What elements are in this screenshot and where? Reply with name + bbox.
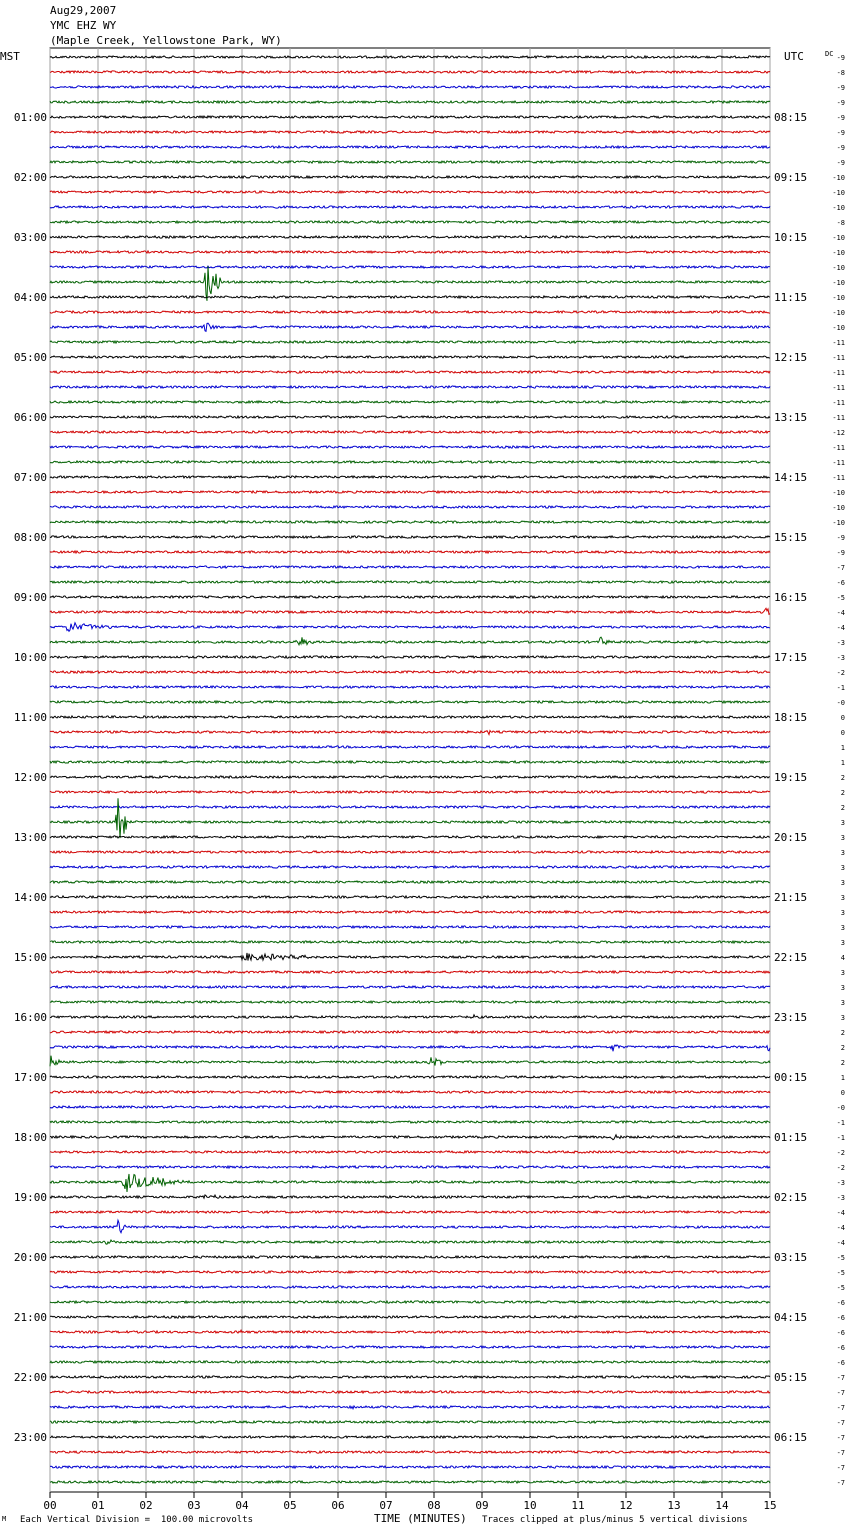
utc-hour-label: 08:15 [774, 111, 808, 124]
trace-row-3 [50, 101, 770, 103]
trace-row-1 [50, 71, 770, 73]
trace-row-21 [50, 371, 770, 373]
x-tick-label: 13 [667, 1499, 681, 1512]
dc-offset-label: 1 [840, 1074, 845, 1082]
dc-offset-label: -10 [832, 204, 845, 212]
trace-row-74 [50, 1166, 770, 1168]
footer-mark: M [2, 1515, 7, 1523]
trace-row-6 [50, 146, 770, 148]
trace-row-54 [50, 866, 770, 868]
trace-row-34 [50, 566, 770, 568]
dc-offset-label: -4 [836, 609, 845, 617]
dc-offset-label: 1 [840, 759, 845, 767]
trace-row-47 [50, 761, 770, 763]
trace-row-24 [50, 416, 770, 418]
dc-offset-label: -0 [836, 1104, 845, 1112]
trace-row-20 [50, 356, 770, 358]
dc-offset-label: -9 [836, 99, 845, 107]
utc-hour-label: 09:15 [774, 171, 808, 184]
dc-offset-label: 0 [840, 729, 845, 737]
x-tick-label: 02 [139, 1499, 153, 1512]
utc-axis-label: UTC [784, 50, 804, 63]
trace-row-45 [50, 731, 770, 735]
trace-row-59 [50, 941, 770, 943]
trace-row-11 [50, 221, 770, 223]
dc-offset-label: 2 [840, 1029, 845, 1037]
x-axis-label: TIME (MINUTES) [374, 1512, 467, 1525]
trace-row-46 [50, 746, 770, 748]
dc-offset-label: -5 [836, 1284, 845, 1292]
trace-row-39 [50, 637, 770, 645]
mst-hour-label: 13:00 [13, 831, 47, 844]
trace-row-79 [50, 1240, 770, 1244]
dc-offset-label: -11 [832, 339, 845, 347]
dc-offset-label: 3 [840, 894, 845, 902]
dc-offset-label: -9 [836, 159, 845, 167]
dc-offset-label: -7 [836, 1479, 845, 1487]
dc-offset-label: -6 [836, 579, 845, 587]
dc-offset-label: -0 [836, 699, 845, 707]
dc-offset-label: -3 [836, 639, 845, 647]
dc-offset-label: -9 [836, 84, 845, 92]
mst-hour-label: 14:00 [13, 891, 47, 904]
dc-offset-label: 3 [840, 909, 845, 917]
x-tick-label: 05 [283, 1499, 297, 1512]
dc-offset-label: -11 [832, 459, 845, 467]
utc-hour-label: 11:15 [774, 291, 808, 304]
dc-offset-label: -11 [832, 414, 845, 422]
trace-row-9 [50, 191, 770, 193]
trace-row-32 [50, 536, 770, 538]
utc-hour-label: 10:15 [774, 231, 808, 244]
trace-row-65 [50, 1031, 770, 1033]
trace-row-27 [50, 461, 770, 463]
trace-row-30 [50, 506, 770, 508]
x-tick-label: 11 [571, 1499, 585, 1512]
dc-offset-label: -2 [836, 1164, 845, 1172]
dc-offset-label: 0 [840, 714, 845, 722]
trace-row-7 [50, 161, 770, 163]
dc-offset-label: 3 [840, 969, 845, 977]
dc-offset-label: -10 [832, 234, 845, 242]
mst-hour-label: 02:00 [13, 171, 47, 184]
trace-row-2 [50, 86, 770, 88]
trace-row-84 [50, 1316, 770, 1318]
dc-offset-label: -1 [836, 1134, 845, 1142]
dc-offset-label: 3 [840, 849, 845, 857]
dc-offset-label: 3 [840, 924, 845, 932]
trace-row-14 [50, 266, 770, 268]
trace-row-70 [50, 1106, 770, 1108]
x-tick-label: 06 [331, 1499, 345, 1512]
utc-hour-label: 18:15 [774, 711, 808, 724]
x-tick-label: 12 [619, 1499, 633, 1512]
trace-row-63 [50, 1001, 770, 1003]
trace-row-12 [50, 236, 770, 238]
mst-hour-label: 16:00 [13, 1011, 47, 1024]
dc-offset-label: -11 [832, 369, 845, 377]
dc-offset-label: -7 [836, 1449, 845, 1457]
utc-hour-label: 22:15 [774, 951, 808, 964]
trace-row-64 [50, 1015, 770, 1018]
utc-hour-label: 05:15 [774, 1371, 808, 1384]
trace-row-52 [50, 836, 770, 838]
dc-offset-label: 2 [840, 789, 845, 797]
dc-offset-label: -7 [836, 1419, 845, 1427]
dc-offset-label: 1 [840, 744, 845, 752]
dc-offset-label: -3 [836, 654, 845, 662]
dc-offset-label: 2 [840, 1059, 845, 1067]
trace-row-77 [50, 1211, 770, 1213]
mst-hour-label: 19:00 [13, 1191, 47, 1204]
trace-row-69 [50, 1091, 770, 1093]
trace-row-16 [50, 296, 770, 298]
dc-offset-label: 3 [840, 834, 845, 842]
dc-offset-label: 3 [840, 984, 845, 992]
utc-hour-label: 12:15 [774, 351, 808, 364]
trace-row-57 [50, 911, 770, 913]
dc-offset-label: -11 [832, 474, 845, 482]
dc-offset-label: 3 [840, 999, 845, 1007]
trace-row-89 [50, 1391, 770, 1393]
trace-row-38 [50, 623, 770, 632]
dc-offset-label: -2 [836, 1149, 845, 1157]
trace-row-26 [50, 446, 770, 448]
utc-hour-label: 13:15 [774, 411, 808, 424]
trace-row-88 [50, 1376, 770, 1378]
utc-hour-label: 14:15 [774, 471, 808, 484]
mst-hour-label: 05:00 [13, 351, 47, 364]
trace-row-83 [50, 1301, 770, 1303]
dc-offset-label: -10 [832, 504, 845, 512]
x-tick-label: 10 [523, 1499, 537, 1512]
utc-hour-label: 23:15 [774, 1011, 808, 1024]
trace-row-50 [50, 806, 770, 808]
mst-hour-label: 03:00 [13, 231, 47, 244]
utc-hour-label: 01:15 [774, 1131, 808, 1144]
dc-offset-label: -10 [832, 279, 845, 287]
dc-offset-label: -4 [836, 1239, 845, 1247]
mst-hour-label: 01:00 [13, 111, 47, 124]
station-code: YMC EHZ WY [50, 19, 117, 32]
trace-row-93 [50, 1451, 770, 1453]
trace-row-43 [50, 701, 770, 703]
trace-row-18 [50, 323, 770, 331]
trace-row-76 [50, 1195, 770, 1198]
dc-offset-label: -10 [832, 519, 845, 527]
trace-row-62 [50, 986, 770, 988]
dc-header-label: DC [825, 50, 834, 58]
trace-row-87 [50, 1361, 770, 1363]
dc-offset-label: 2 [840, 774, 845, 782]
dc-offset-label: -5 [836, 1269, 845, 1277]
mst-hour-label: 21:00 [13, 1311, 47, 1324]
dc-offset-label: -6 [836, 1314, 845, 1322]
dc-offset-label: -7 [836, 1389, 845, 1397]
dc-offset-label: -11 [832, 384, 845, 392]
plot-frame [50, 48, 770, 1492]
trace-row-92 [50, 1436, 770, 1438]
dc-offset-label: 3 [840, 939, 845, 947]
mst-hour-label: 23:00 [13, 1431, 47, 1444]
dc-offset-label: -11 [832, 354, 845, 362]
scale-note: Each Vertical Division = 100.00 microvolts [20, 1515, 253, 1525]
dc-offset-label: -5 [836, 594, 845, 602]
trace-row-4 [50, 116, 770, 118]
trace-row-35 [50, 581, 770, 583]
x-tick-label: 04 [235, 1499, 249, 1512]
utc-hour-label: 04:15 [774, 1311, 808, 1324]
trace-row-82 [50, 1286, 770, 1288]
trace-row-19 [50, 341, 770, 343]
mst-hour-label: 09:00 [13, 591, 47, 604]
x-tick-label: 08 [427, 1499, 441, 1512]
dc-offset-label: -9 [836, 129, 845, 137]
dc-offset-label: -10 [832, 309, 845, 317]
mst-hour-label: 18:00 [13, 1131, 47, 1144]
trace-row-5 [50, 131, 770, 133]
mst-hour-label: 04:00 [13, 291, 47, 304]
dc-offset-label: -4 [836, 1224, 845, 1232]
dc-offset-label: -7 [836, 1464, 845, 1472]
dc-offset-label: -11 [832, 444, 845, 452]
mst-hour-label: 17:00 [13, 1071, 47, 1084]
trace-row-28 [50, 476, 770, 478]
trace-row-36 [50, 596, 770, 598]
utc-hour-label: 00:15 [774, 1071, 808, 1084]
dc-offset-label: -9 [836, 549, 845, 557]
trace-row-67 [50, 1056, 770, 1067]
mst-hour-label: 07:00 [13, 471, 47, 484]
trace-row-94 [50, 1466, 770, 1468]
trace-row-60 [50, 953, 770, 961]
x-tick-label: 14 [715, 1499, 729, 1512]
dc-offset-label: -9 [836, 54, 845, 62]
mst-hour-label: 08:00 [13, 531, 47, 544]
trace-row-10 [50, 206, 770, 208]
dc-offset-label: -8 [836, 69, 845, 77]
utc-hour-label: 20:15 [774, 831, 808, 844]
trace-row-95 [50, 1481, 770, 1483]
dc-offset-label: -5 [836, 1254, 845, 1262]
trace-row-58 [50, 926, 770, 928]
trace-row-41 [50, 671, 770, 673]
trace-row-86 [50, 1346, 770, 1348]
dc-offset-label: -10 [832, 489, 845, 497]
station-location: (Maple Creek, Yellowstone Park, WY) [50, 34, 282, 47]
dc-offset-label: -10 [832, 174, 845, 182]
trace-row-37 [50, 608, 770, 614]
trace-row-51 [50, 798, 770, 838]
utc-hour-label: 02:15 [774, 1191, 808, 1204]
dc-offset-label: 2 [840, 1044, 845, 1052]
x-tick-label: 09 [475, 1499, 489, 1512]
trace-row-91 [50, 1421, 770, 1423]
dc-offset-label: 4 [840, 954, 845, 962]
trace-row-25 [50, 431, 770, 433]
trace-row-66 [50, 1045, 770, 1051]
trace-row-40 [50, 656, 770, 658]
mst-hour-label: 06:00 [13, 411, 47, 424]
mst-hour-label: 10:00 [13, 651, 47, 664]
utc-hour-label: 15:15 [774, 531, 808, 544]
dc-offset-label: 2 [840, 804, 845, 812]
dc-offset-label: -1 [836, 684, 845, 692]
dc-offset-label: -11 [832, 399, 845, 407]
dc-offset-label: -12 [832, 429, 845, 437]
trace-row-61 [50, 971, 770, 973]
utc-hour-label: 21:15 [774, 891, 808, 904]
trace-row-53 [50, 851, 770, 853]
trace-row-90 [50, 1406, 770, 1409]
mst-axis-label: MST [0, 50, 20, 63]
x-tick-label: 01 [91, 1499, 105, 1512]
trace-row-68 [50, 1076, 770, 1078]
trace-row-80 [50, 1256, 770, 1258]
dc-offset-label: -7 [836, 1404, 845, 1412]
dc-offset-label: -10 [832, 189, 845, 197]
dc-offset-label: -8 [836, 219, 845, 227]
trace-row-72 [50, 1135, 770, 1140]
x-tick-label: 15 [763, 1499, 777, 1512]
trace-row-85 [50, 1330, 770, 1333]
x-tick-label: 03 [187, 1499, 201, 1512]
mst-hour-label: 11:00 [13, 711, 47, 724]
trace-row-48 [50, 776, 770, 778]
x-tick-label: 07 [379, 1499, 393, 1512]
dc-offset-label: -3 [836, 1179, 845, 1187]
mst-hour-label: 15:00 [13, 951, 47, 964]
trace-row-31 [50, 521, 770, 523]
trace-row-75 [50, 1174, 770, 1192]
dc-offset-label: -1 [836, 1119, 845, 1127]
dc-offset-label: -6 [836, 1344, 845, 1352]
plot-date: Aug29,2007 [50, 4, 117, 17]
trace-row-8 [50, 176, 770, 178]
trace-row-44 [50, 716, 770, 718]
dc-offset-label: -10 [832, 249, 845, 257]
mst-hour-label: 20:00 [13, 1251, 47, 1264]
utc-hour-label: 03:15 [774, 1251, 808, 1264]
dc-offset-label: -9 [836, 534, 845, 542]
trace-row-78 [50, 1220, 770, 1232]
trace-row-71 [50, 1121, 770, 1123]
dc-offset-label: -6 [836, 1329, 845, 1337]
dc-offset-label: -7 [836, 1374, 845, 1382]
dc-offset-label: -4 [836, 1209, 845, 1217]
dc-offset-label: -3 [836, 1194, 845, 1202]
trace-row-49 [50, 791, 770, 793]
dc-offset-label: 3 [840, 819, 845, 827]
trace-row-56 [50, 896, 770, 898]
mst-hour-label: 12:00 [13, 771, 47, 784]
dc-offset-label: -6 [836, 1299, 845, 1307]
trace-row-0 [50, 56, 770, 58]
dc-offset-label: -6 [836, 1359, 845, 1367]
utc-hour-label: 16:15 [774, 591, 808, 604]
clip-note: Traces clipped at plus/minus 5 vertical divisions [482, 1515, 748, 1525]
dc-offset-label: -4 [836, 624, 845, 632]
dc-offset-label: -10 [832, 324, 845, 332]
dc-offset-label: -10 [832, 294, 845, 302]
dc-offset-label: -9 [836, 144, 845, 152]
dc-offset-label: 3 [840, 1014, 845, 1022]
utc-hour-label: 19:15 [774, 771, 808, 784]
dc-offset-label: -7 [836, 564, 845, 572]
dc-offset-label: -10 [832, 264, 845, 272]
dc-offset-label: -7 [836, 1434, 845, 1442]
dc-offset-label: -9 [836, 114, 845, 122]
trace-row-81 [50, 1271, 770, 1273]
utc-hour-label: 17:15 [774, 651, 808, 664]
trace-row-73 [50, 1151, 770, 1153]
trace-row-55 [50, 881, 770, 883]
trace-row-42 [50, 686, 770, 688]
dc-offset-label: 3 [840, 864, 845, 872]
x-tick-label: 00 [43, 1499, 57, 1512]
dc-offset-label: -2 [836, 669, 845, 677]
dc-offset-label: 3 [840, 879, 845, 887]
trace-row-29 [50, 491, 770, 493]
dc-offset-label: 0 [840, 1089, 845, 1097]
trace-row-23 [50, 401, 770, 403]
trace-row-17 [50, 311, 770, 313]
trace-row-22 [50, 386, 770, 388]
trace-row-33 [50, 551, 770, 553]
mst-hour-label: 22:00 [13, 1371, 47, 1384]
trace-row-13 [50, 251, 770, 253]
utc-hour-label: 06:15 [774, 1431, 808, 1444]
